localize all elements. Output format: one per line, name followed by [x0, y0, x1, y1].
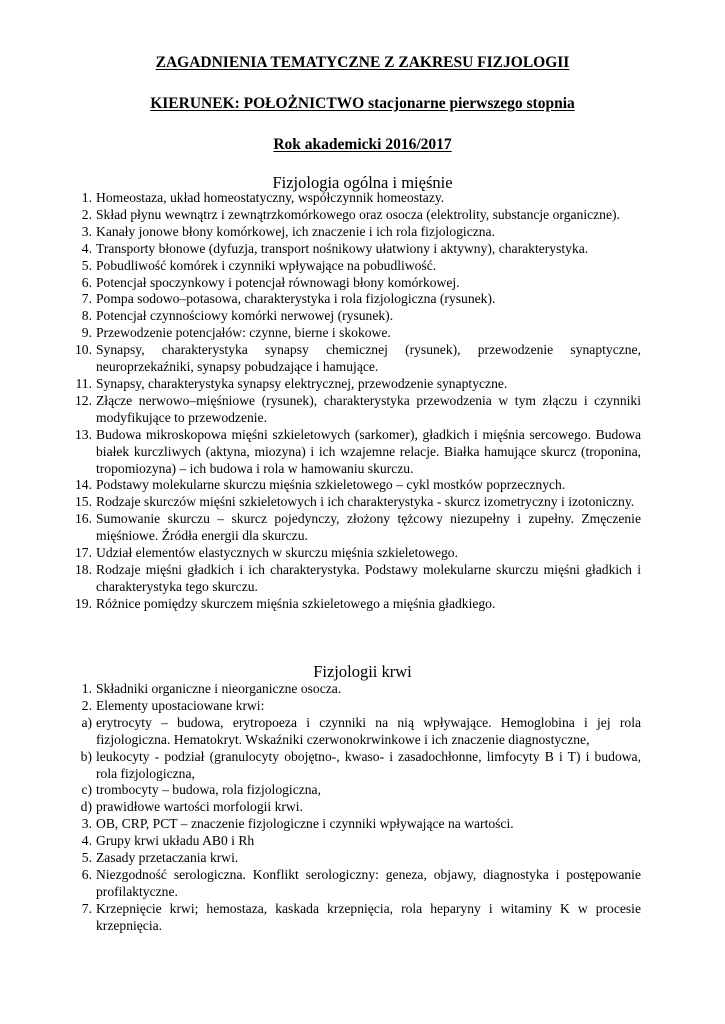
list-item: [76, 596, 641, 613]
item-text: OB, CRP, PCT – znaczenie fizjologiczne i czynniki wpływające na wartości.: [96, 816, 514, 832]
item-text: Elementy upostaciowane krwi:: [96, 697, 265, 713]
list-item: [76, 511, 641, 545]
program-heading: KIERUNEK: POŁOŻNICTWO stacjonarne pierwszego stopnia: [150, 95, 575, 112]
list-item: [76, 427, 641, 478]
list-item: [76, 207, 641, 224]
item-text: Skład płynu wewnątrz i zewnątrzkomórkowego oraz osocza (elektrolity, substancje organiczne).: [96, 206, 620, 222]
item-number: 2.: [81, 697, 92, 713]
item-number: 4.: [81, 833, 92, 849]
item-text: Krzepnięcie krwi; hemostaza, kaskada krzepnięcia, rola heparyny i witaminy K w procesie krzepnięcia.: [96, 900, 641, 933]
sub-item: [76, 799, 641, 816]
item-text: Potencjał czynnościowy komórki nerwowej (rysunek).: [96, 308, 394, 324]
sub-list: [56, 715, 641, 816]
sub-item-text: leukocyty - podział (granulocyty obojętno-, kwaso- i zasadochłonne, limfocyty B i T) i budowa, rola fizjologiczna,: [96, 748, 641, 781]
list-item: [76, 562, 641, 596]
list-item: [76, 258, 641, 275]
sub-item: [76, 749, 641, 783]
list-item: [76, 816, 641, 833]
item-text: Rodzaje skurczów mięśni szkieletowych i ich charakterystyka - skurcz izometryczny i izotoniczny.: [96, 494, 635, 510]
item-number: 8.: [81, 308, 92, 324]
academic-year-heading: Rok akademicki 2016/2017: [273, 136, 452, 153]
sub-item-letter: b): [80, 748, 92, 764]
item-number: 9.: [81, 325, 92, 341]
item-number: 3.: [81, 223, 92, 239]
item-number: 14.: [75, 477, 92, 493]
list-item: [76, 494, 641, 511]
list-item: [76, 681, 641, 698]
item-number: 7.: [81, 900, 92, 916]
item-text: Sumowanie skurczu – skurcz pojedynczy, złożony tężcowy niezupełny i zupełny. Zmęczenie mięśniowe. Źródła energii dla skurczu.: [96, 511, 641, 544]
list-item: [76, 325, 641, 342]
item-text: Rodzaje mięśni gładkich i ich charakterystyka. Podstawy molekularne skurczu mięśni gładkich i charakterystyka tego skurczu.: [96, 561, 641, 594]
item-number: 13.: [75, 426, 92, 442]
item-number: 5.: [81, 257, 92, 273]
list-item: [76, 291, 641, 308]
list-item: [76, 224, 641, 241]
sub-item: [76, 715, 641, 749]
item-number: 1.: [81, 190, 92, 205]
item-number: 5.: [81, 850, 92, 866]
list-item: [76, 833, 641, 850]
sub-item: [76, 782, 641, 799]
topic-list-general-physiology: [76, 190, 641, 613]
item-text: Grupy krwi układu AB0 i Rh: [96, 833, 255, 849]
item-text: Kanały jonowe błony komórkowej, ich znaczenie i ich rola fizjologiczna.: [96, 223, 495, 239]
item-number: 6.: [81, 866, 92, 882]
list-item: [76, 393, 641, 427]
item-number: 3.: [81, 816, 92, 832]
item-text: Potencjał spoczynkowy i potencjał równowagi błony komórkowej.: [96, 274, 460, 290]
item-text: Udział elementów elastycznych w skurczu mięśnia szkieletowego.: [96, 545, 458, 561]
sub-item-text: trombocyty – budowa, rola fizjologiczna,: [96, 782, 321, 798]
list-item: [76, 698, 641, 715]
item-number: 18.: [75, 561, 92, 577]
item-number: 15.: [75, 494, 92, 510]
section-title-blood-physiology: Fizjologii krwi: [313, 662, 412, 681]
item-text: Składniki organiczne i nieorganiczne osocza.: [96, 681, 342, 696]
item-number: 2.: [81, 206, 92, 222]
item-text: Przewodzenie potencjałów: czynne, bierne i skokowe.: [96, 325, 391, 341]
section-title-general-physiology: Fizjologia ogólna i mięśnie: [272, 173, 453, 192]
document-title: ZAGADNIENIA TEMATYCZNE Z ZAKRESU FIZJOLOGII: [155, 54, 570, 71]
list-item: [76, 545, 641, 562]
item-number: 12.: [75, 392, 92, 408]
list-item: [76, 342, 641, 376]
item-text: Różnice pomiędzy skurczem mięśnia szkieletowego a mięśnia gładkiego.: [96, 595, 496, 611]
list-item: [76, 275, 641, 292]
item-number: 6.: [81, 274, 92, 290]
item-text: Synapsy, charakterystyka synapsy chemicznej (rysunek), przewodzenie synaptyczne, neuroprzekaźniki, synapsy pobudzające i hamujące.: [96, 342, 641, 375]
item-text: Niezgodność serologiczna. Konflikt serologiczny: geneza, objawy, diagnostyka i postępowanie profilaktyczne.: [96, 866, 641, 899]
list-item: [76, 190, 641, 207]
item-text: Podstawy molekularne skurczu mięśnia szkieletowego – cykl mostków poprzecznych.: [96, 477, 566, 493]
item-number: 11.: [75, 375, 92, 391]
list-item: [76, 867, 641, 901]
list-item: [76, 376, 641, 393]
list-item: [76, 308, 641, 325]
item-text: Złącze nerwowo–mięśniowe (rysunek), charakterystyka przewodzenia w tym złączu i czynniki modyfikujące to przewodzenie.: [96, 392, 641, 425]
topic-list-blood-physiology: [76, 681, 641, 935]
item-number: 19.: [75, 595, 92, 611]
item-text: Budowa mikroskopowa mięśni szkieletowych (sarkomer), gładkich i mięśnia sercowego. Budowa białek kurczliwych (aktyna, miozyna) i ich wzajemne relacje. Białka hamujące skurcz (troponina, tropomiozyna) – ich budowa i rola w hamowaniu skurczu.: [96, 426, 641, 476]
item-text: Zasady przetaczania krwi.: [96, 850, 239, 866]
list-item: [76, 477, 641, 494]
item-number: 4.: [81, 240, 92, 256]
item-text: Homeostaza, układ homeostatyczny, współczynnik homeostazy.: [96, 190, 445, 205]
sub-item-letter: d): [80, 799, 92, 815]
sub-item-text: erytrocyty – budowa, erytropoeza i czynniki na nią wpływające. Hemoglobina i jej rola fizjologiczna. Hematokryt. Wskaźniki czerwonokrwinkowe i ich znaczenie diagnostyczne,: [96, 714, 641, 747]
item-number: 16.: [75, 511, 92, 527]
list-item: [76, 850, 641, 867]
item-number: 7.: [81, 291, 92, 307]
item-text: Transporty błonowe (dyfuzja, transport nośnikowy ułatwiony i aktywny), charakterystyka.: [96, 240, 589, 256]
item-number: 17.: [75, 545, 92, 561]
item-text: Pobudliwość komórek i czynniki wpływające na pobudliwość.: [96, 257, 437, 273]
list-item: [76, 901, 641, 935]
sub-item-letter: c): [81, 782, 92, 798]
list-item: [76, 241, 641, 258]
sub-item-letter: a): [81, 714, 92, 730]
item-text: Pompa sodowo–potasowa, charakterystyka i rola fizjologiczna (rysunek).: [96, 291, 496, 307]
item-number: 10.: [75, 342, 92, 358]
sub-item-text: prawidłowe wartości morfologii krwi.: [96, 799, 303, 815]
item-text: Synapsy, charakterystyka synapsy elektrycznej, przewodzenie synaptyczne.: [96, 375, 508, 391]
item-number: 1.: [81, 681, 92, 696]
